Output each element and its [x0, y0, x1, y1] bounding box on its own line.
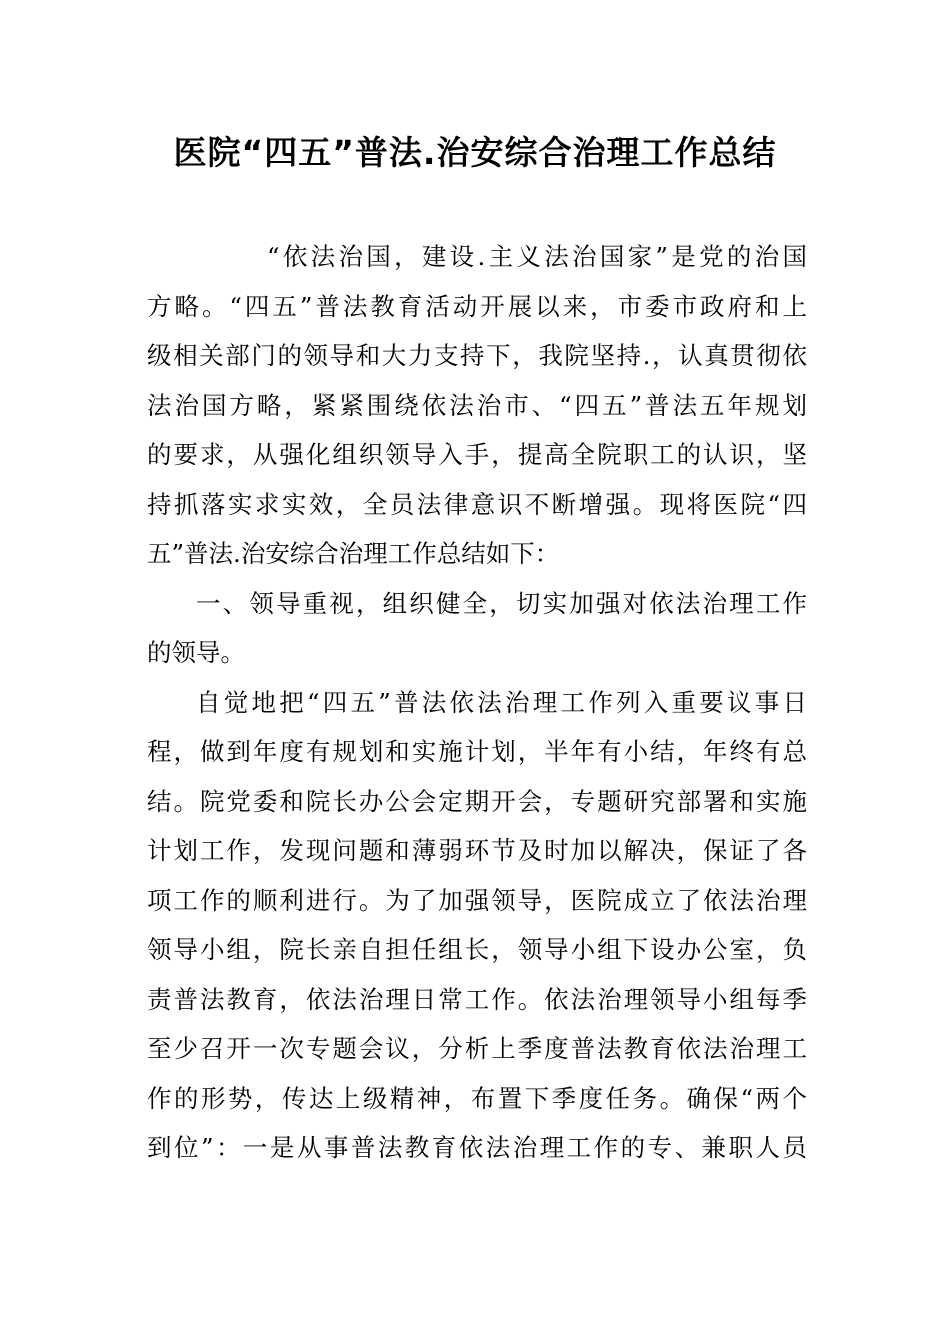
text-line: 程，做到年度有规划和实施计划，半年有小结，年终有总 [147, 737, 807, 766]
document-body [147, 232, 807, 1173]
paragraph-body [147, 678, 807, 1173]
text-line: 领导小组，院长亲自担任组长，领导小组下设办公室，负 [147, 935, 807, 964]
text-line: 项工作的顺利进行。为了加强领导，医院成立了依法治理 [147, 885, 807, 915]
text-line: 计划工作，发现问题和薄弱环节及时加以解决，保证了各 [147, 836, 807, 865]
text-line: 的要求，从强化组织领导入手，提高全院职工的认识，坚 [147, 440, 807, 469]
text-line: 到位”：一是从事普法教育依法治理工作的专、兼职人员 [147, 1133, 807, 1162]
section-heading-1 [147, 579, 807, 678]
text-line: 至少召开一次专题会议，分析上季度普法教育依法治理工 [147, 1034, 807, 1063]
document-title: 医院“四五”普法.治安综合治理工作总结 [173, 133, 777, 172]
text-line: 自觉地把“四五”普法依法治理工作列入重要议事日 [196, 687, 807, 717]
text-line: 结。院党委和院长办公会定期开会，专题研究部署和实施 [147, 786, 807, 816]
text-line: “依法治国，建设.主义法治国家”是党的治国 [267, 242, 807, 271]
text-line: 方略。“四五”普法教育活动开展以来，市委市政府和上 [147, 291, 807, 321]
text-line: 持抓落实求实效，全员法律意识不断增强。现将医院“四 [147, 489, 807, 519]
text-line: 作的形势，传达上级精神，布置下季度任务。确保“两个 [147, 1083, 807, 1113]
text-line: 法治国方略，紧紧围绕依法治市、“四五”普法五年规划 [147, 390, 807, 420]
text-line: 的领导。 [147, 638, 245, 667]
text-line: 五”普法.治安综合治理工作总结如下： [147, 539, 560, 568]
paragraph-intro [147, 232, 807, 579]
text-line: 责普法教育，依法治理日常工作。依法治理领导小组每季 [147, 984, 807, 1014]
text-line: 一、领导重视，组织健全，切实加强对依法治理工作 [196, 588, 807, 618]
text-line: 级相关部门的领导和大力支持下，我院坚持.，认真贯彻依 [147, 341, 807, 370]
